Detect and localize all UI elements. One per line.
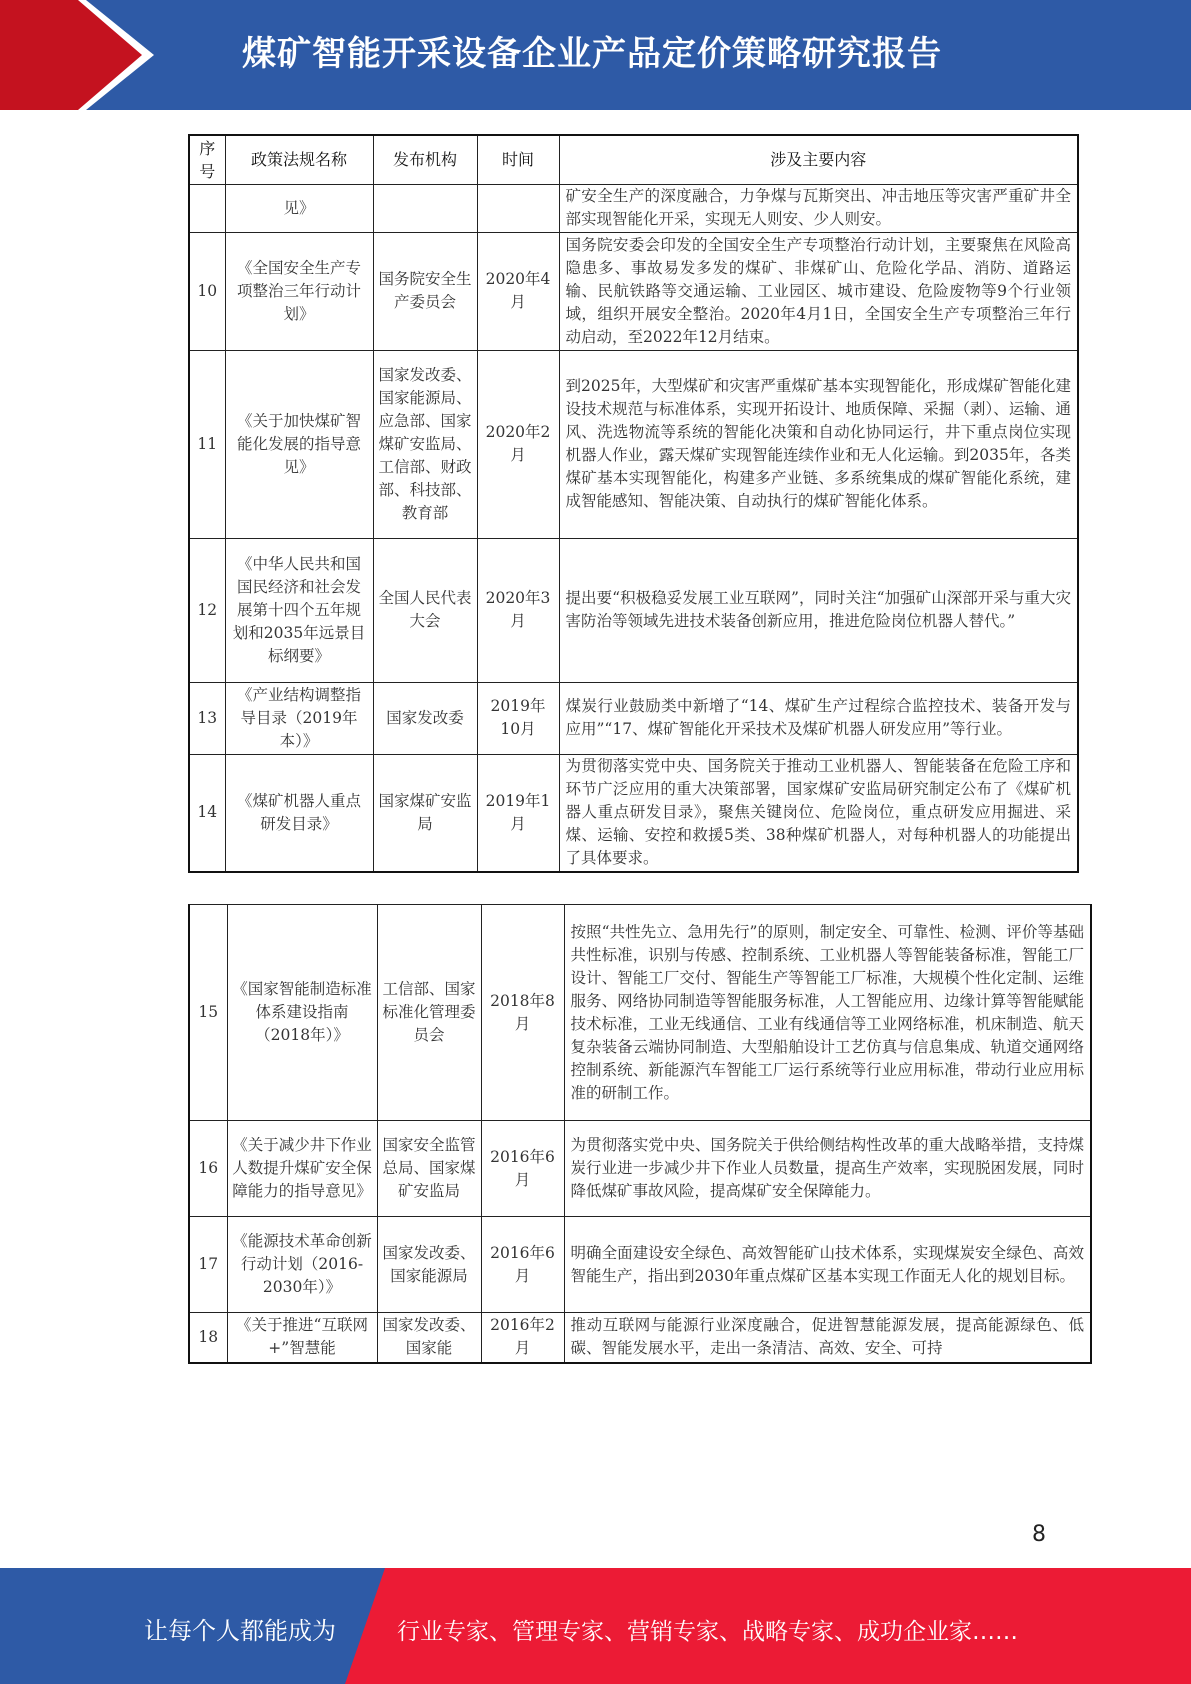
row-content: 为贯彻落实党中央、国务院关于推动工业机器人、智能装备在危险工序和环节广泛应用的重大决策部署，国家煤矿安监局研究制定公布了《煤矿机器人重点研发目录》，聚焦关键岗位、危险岗位，重点研发应用掘进、采煤、运输、安控和救援5类、38种煤矿机器人，对每种机器人的功能提出了具体要求。 [559, 754, 1078, 872]
row-time [477, 184, 559, 232]
page-number: 8 [1032, 1522, 1046, 1547]
row-name: 《能源技术革命创新行动计划（2016-2030年）》 [227, 1217, 377, 1313]
row-no: 16 [189, 1121, 227, 1217]
header-time: 时间 [477, 135, 559, 184]
row-time: 2019年10月 [477, 682, 559, 754]
table-row [189, 1217, 1091, 1313]
page-header [0, 0, 1191, 110]
row-content: 为贯彻落实党中央、国务院关于供给侧结构性改革的重大战略举措，支持煤炭行业进一步减少井下作业人员数量，提高生产效率，实现脱困发展，同时降低煤矿事故风险，提高煤矿安全保障能力。 [564, 1121, 1091, 1217]
table-row [189, 682, 1078, 754]
row-org: 国家安全监管总局、国家煤矿安监局 [377, 1121, 481, 1217]
row-name: 《全国安全生产专项整治三年行动计划》 [225, 232, 373, 350]
row-org: 国务院安全生产委员会 [373, 232, 477, 350]
table-header-row [189, 135, 1078, 184]
row-org: 国家发改委、国家能源局 [377, 1217, 481, 1313]
row-content: 煤炭行业鼓励类中新增了“14、煤矿生产过程综合监控技术、装备开发与应用”“17、煤矿智能化开采技术及煤矿机器人研发应用”等行业。 [559, 682, 1078, 754]
header-name: 政策法规名称 [225, 135, 373, 184]
header-org: 发布机构 [373, 135, 477, 184]
row-content: 提出要“积极稳妥发展工业互联网”，同时关注“加强矿山深部开采与重大灾害防治等领域先进技术装备创新应用，推进危险岗位机器人替代。” [559, 538, 1078, 682]
header-content: 涉及主要内容 [559, 135, 1078, 184]
row-content: 到2025年，大型煤矿和灾害严重煤矿基本实现智能化，形成煤矿智能化建设技术规范与标准体系，实现开拓设计、地质保障、采掘（剥）、运输、通风、洗选物流等系统的智能化决策和自动化协同运行，井下重点岗位实现机器人作业，露天煤矿实现智能连续作业和无人化运输。到2035年，各类煤矿基本实现智能化，构建多产业链、多系统集成的煤矿智能化系统，建成智能感知、智能决策、自动执行的煤矿智能化体系。 [559, 350, 1078, 538]
row-name: 《关于加快煤矿智能化发展的指导意见》 [225, 350, 373, 538]
row-time: 2019年1月 [477, 754, 559, 872]
table-row [189, 232, 1078, 350]
row-name: 《关于减少井下作业人数提升煤矿安全保障能力的指导意见》 [227, 1121, 377, 1217]
table-row [189, 1313, 1091, 1363]
row-name: 《产业结构调整指导目录（2019年本）》 [225, 682, 373, 754]
row-no: 11 [189, 350, 225, 538]
row-no: 14 [189, 754, 225, 872]
row-no: 17 [189, 1217, 227, 1313]
table-row [189, 350, 1078, 538]
row-content: 明确全面建设安全绿色、高效智能矿山技术体系，实现煤炭安全绿色、高效智能生产，指出到2030年重点煤矿区基本实现工作面无人化的规划目标。 [564, 1217, 1091, 1313]
row-org: 国家发改委、国家能源局、应急部、国家煤矿安监局、工信部、财政部、科技部、教育部 [373, 350, 477, 538]
row-time: 2020年3月 [477, 538, 559, 682]
row-name: 见》 [225, 184, 373, 232]
row-no: 10 [189, 232, 225, 350]
row-content: 推动互联网与能源行业深度融合，促进智慧能源发展，提高能源绿色、低碳、智能发展水平，走出一条清洁、高效、安全、可持 [564, 1313, 1091, 1363]
row-no: 15 [189, 905, 227, 1121]
row-org [373, 184, 477, 232]
row-no [189, 184, 225, 232]
row-time: 2020年4月 [477, 232, 559, 350]
row-name: 《国家智能制造标准体系建设指南（2018年）》 [227, 905, 377, 1121]
footer-slogan-right: 行业专家、管理专家、营销专家、战略专家、成功企业家…… [397, 1619, 1018, 1645]
table-row [189, 1121, 1091, 1217]
row-content: 国务院安委会印发的全国安全生产专项整治行动计划，主要聚焦在风险高隐患多、事故易发多发的煤矿、非煤矿山、危险化学品、消防、道路运输、民航铁路等交通运输、工业园区、城市建设、危险废物等9个行业领域，组织开展安全整治。2020年4月1日，全国安全生产专项整治三年行动启动，至2022年12月结束。 [559, 232, 1078, 350]
row-name: 《关于推进“互联网+”智慧能 [227, 1313, 377, 1363]
row-time: 2016年6月 [481, 1121, 564, 1217]
row-no: 13 [189, 682, 225, 754]
row-org: 工信部、国家标准化管理委员会 [377, 905, 481, 1121]
table-row [189, 184, 1078, 232]
table-row [189, 538, 1078, 682]
row-content: 矿安全生产的深度融合，力争煤与瓦斯突出、冲击地压等灾害严重矿井全部实现智能化开采，实现无人则安、少人则安。 [559, 184, 1078, 232]
row-org: 国家煤矿安监局 [373, 754, 477, 872]
row-time: 2020年2月 [477, 350, 559, 538]
row-time: 2016年2月 [481, 1313, 564, 1363]
policy-table-part-2 [188, 904, 1092, 1364]
policy-table-part-1 [188, 134, 1079, 873]
header-no: 序号 [189, 135, 225, 184]
row-content: 按照“共性先立、急用先行”的原则，制定安全、可靠性、检测、评价等基础共性标准，识别与传感、控制系统、工业机器人等智能装备标准，智能工厂设计、智能工厂交付、智能生产等智能工厂标准，大规模个性化定制、运维服务、网络协同制造等智能服务标准，人工智能应用、边缘计算等智能赋能技术标准，工业无线通信、工业有线通信等工业网络标准，机床制造、航天复杂装备云端协同制造、大型船舶设计工艺仿真与信息集成、轨道交通网络控制系统、新能源汽车智能工厂运行系统等行业应用标准，带动行业应用标准的研制工作。 [564, 905, 1091, 1121]
row-time: 2018年8月 [481, 905, 564, 1121]
table-row [189, 905, 1091, 1121]
row-time: 2016年6月 [481, 1217, 564, 1313]
page-footer [0, 1568, 1191, 1684]
row-org: 全国人民代表大会 [373, 538, 477, 682]
row-org: 国家发改委、国家能 [377, 1313, 481, 1363]
header-red-arrow [0, 0, 150, 110]
row-name: 《煤矿机器人重点研发目录》 [225, 754, 373, 872]
row-org: 国家发改委 [373, 682, 477, 754]
row-no: 12 [189, 538, 225, 682]
report-title: 煤矿智能开采设备企业产品定价策略研究报告 [242, 34, 942, 74]
footer-slogan-left: 让每个人都能成为 [144, 1617, 336, 1645]
table-row [189, 754, 1078, 872]
row-name: 《中华人民共和国国民经济和社会发展第十四个五年规划和2035年远景目标纲要》 [225, 538, 373, 682]
row-no: 18 [189, 1313, 227, 1363]
